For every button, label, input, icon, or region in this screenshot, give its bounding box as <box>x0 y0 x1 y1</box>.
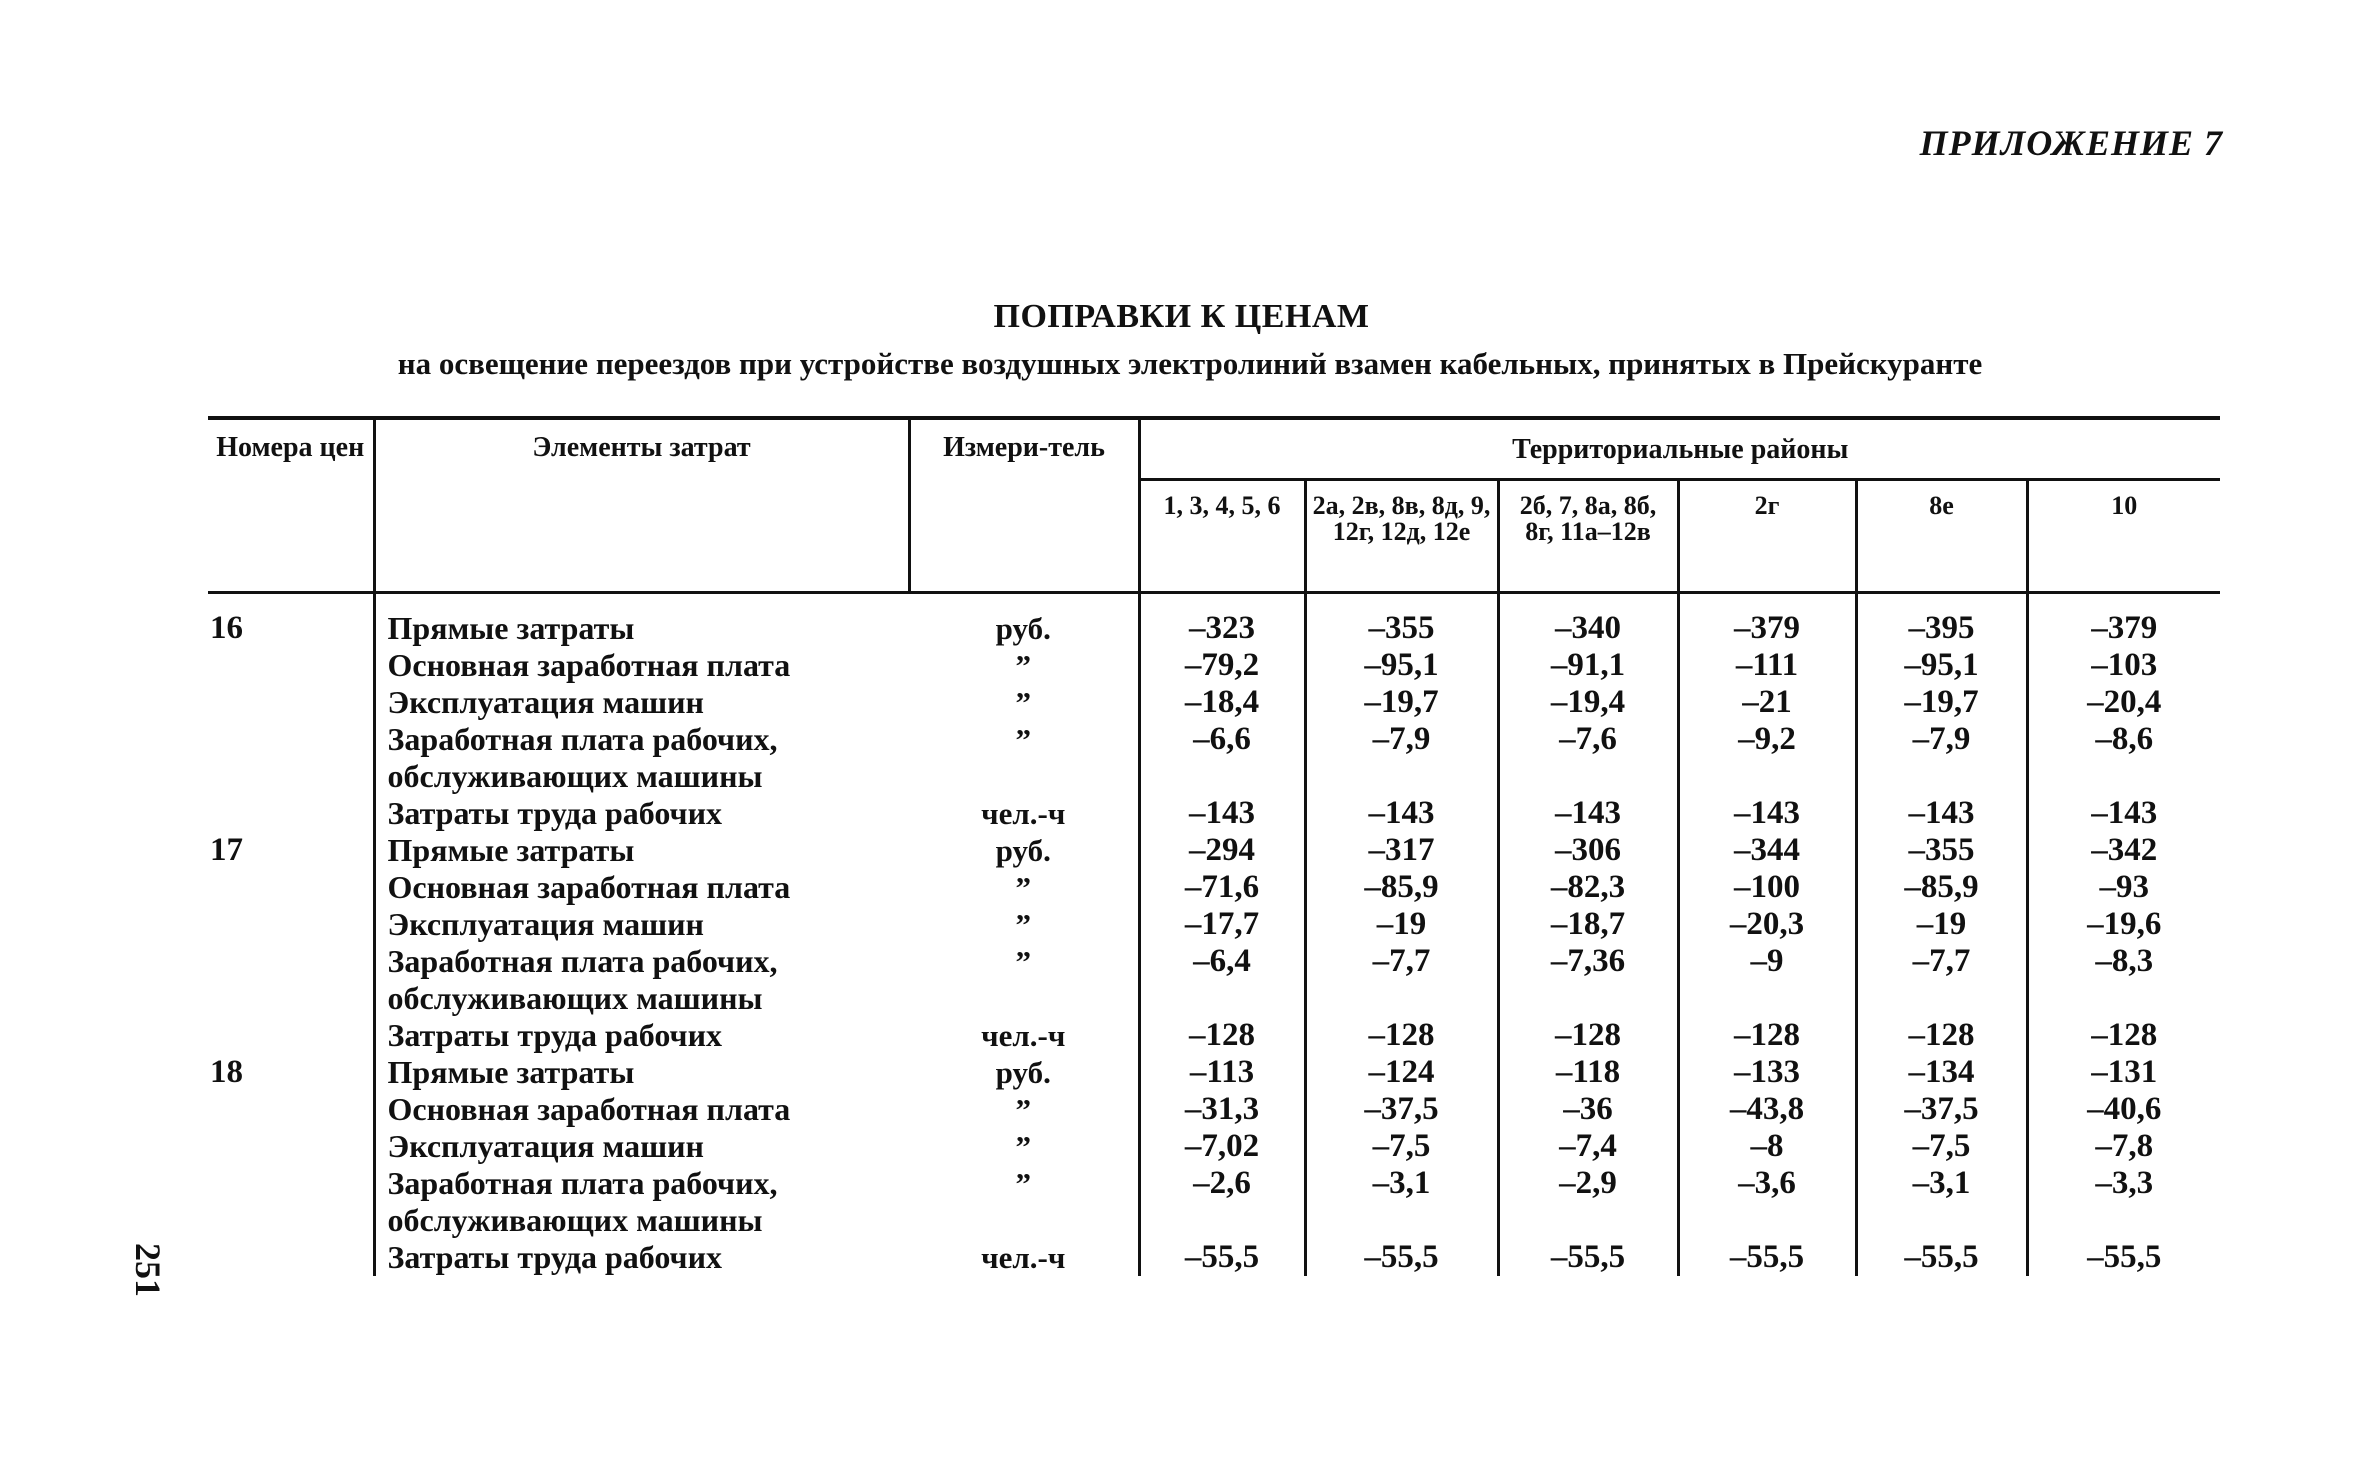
cost-element-cell: обслуживающих машины <box>387 980 763 1016</box>
table-row <box>208 1128 2220 1165</box>
region-value-cell: –111 <box>1678 647 1856 684</box>
header-regions-group: Территориальные районы <box>1139 418 2220 480</box>
cost-element-cell: Прямые затраты <box>387 1054 635 1090</box>
region-value-cell: –95,1 <box>1856 647 2027 684</box>
page-subtitle: на освещение переездов при устройстве воздушных электролиний взамен кабельных, принятых в Прейскуранте <box>397 346 1983 381</box>
region-value-cell: –355 <box>1305 593 1498 648</box>
unit-cell: ” <box>909 684 1139 721</box>
region-value-cell: –100 <box>1678 869 1856 906</box>
unit-cell: чел.-ч <box>909 1017 1139 1054</box>
region-value-cell: –344 <box>1678 832 1856 869</box>
region-value-cell: –19,6 <box>2087 906 2162 942</box>
table-row <box>208 832 2220 869</box>
region-value-cell: –19,4 <box>1498 684 1678 721</box>
region-value-cell: –7,9 <box>1856 721 2027 758</box>
region-value-cell: –31,3 <box>1139 1091 1305 1128</box>
region-value-cell: –37,5 <box>1856 1091 2027 1128</box>
region-value-cell: –37,5 <box>1305 1091 1498 1128</box>
region-value-cell: –17,7 <box>1139 906 1305 943</box>
region-value-cell: –7,5 <box>1856 1128 2027 1165</box>
region-value-cell: –85,9 <box>1305 869 1498 906</box>
region-value-cell: –103 <box>2091 647 2158 683</box>
cost-element-cell: Заработная плата рабочих, <box>387 1165 778 1201</box>
page-number: 251 <box>128 1243 168 1297</box>
region-value-cell: –133 <box>1678 1054 1856 1091</box>
cost-element-cell: Основная заработная плата <box>387 869 791 905</box>
region-value-cell <box>1856 980 2027 1017</box>
price-number-cell <box>208 795 374 832</box>
price-number-cell <box>208 980 374 1017</box>
table-row <box>208 1054 2220 1091</box>
price-number-cell <box>208 1017 374 1054</box>
price-number-cell <box>208 647 374 684</box>
region-value-cell: –21 <box>1678 684 1856 721</box>
region-value-cell: –71,6 <box>1139 869 1305 906</box>
region-value-cell: –36 <box>1498 1091 1678 1128</box>
price-number-cell <box>208 1128 374 1165</box>
table-row <box>208 1165 2220 1202</box>
region-value-cell <box>1498 980 1678 1017</box>
region-value-cell: –7,7 <box>1305 943 1498 980</box>
header-region-3: 2б, 7, 8а, 8б, 8г, 11а–12в <box>1498 480 1678 593</box>
region-value-cell: –143 <box>2091 795 2158 831</box>
region-value-cell: –55,5 <box>2087 1239 2162 1275</box>
region-value-cell: –7,4 <box>1498 1128 1678 1165</box>
price-number-cell <box>208 869 374 906</box>
unit-cell: руб. <box>909 832 1139 869</box>
region-value-cell: –294 <box>1139 832 1305 869</box>
table-row <box>208 721 2220 758</box>
region-value-cell: –85,9 <box>1856 869 2027 906</box>
header-region-2: 2а, 2в, 8в, 8д, 9, 12г, 12д, 12е <box>1305 480 1498 593</box>
region-value-cell: –128 <box>1139 1017 1305 1054</box>
region-value-cell: –6,6 <box>1139 721 1305 758</box>
cost-element-cell: обслуживающих машины <box>387 1202 763 1238</box>
cost-element-cell: Основная заработная плата <box>387 1091 791 1127</box>
region-value-cell: –55,5 <box>1678 1239 1856 1276</box>
region-value-cell <box>1305 980 1498 1017</box>
region-value-cell: –7,9 <box>1305 721 1498 758</box>
region-value-cell: –7,6 <box>1498 721 1678 758</box>
region-value-cell: –7,36 <box>1498 943 1678 980</box>
price-number-cell <box>208 906 374 943</box>
region-value-cell <box>1498 758 1678 795</box>
price-corrections-table <box>208 416 2220 1276</box>
region-value-cell: –323 <box>1139 593 1305 648</box>
region-value-cell: –3,3 <box>2095 1165 2154 1201</box>
page-title: ПОПРАВКИ К ЦЕНАМ <box>993 298 1370 335</box>
region-value-cell: –7,8 <box>2095 1128 2154 1164</box>
price-number-cell <box>208 1239 374 1276</box>
header-cost-elements: Элементы затрат <box>374 418 909 593</box>
cost-element-cell: Основная заработная плата <box>387 647 791 683</box>
region-value-cell <box>1139 980 1305 1017</box>
region-value-cell: –6,4 <box>1139 943 1305 980</box>
header-region-1: 1, 3, 4, 5, 6 <box>1139 480 1305 593</box>
price-number-cell <box>208 1202 374 1239</box>
region-value-cell: –7,7 <box>1856 943 2027 980</box>
region-value-cell <box>1678 1202 1856 1239</box>
region-value-cell: –118 <box>1498 1054 1678 1091</box>
region-value-cell <box>1856 1202 2027 1239</box>
region-value-cell: –3,1 <box>1856 1165 2027 1202</box>
header-region-5: 8е <box>1856 480 2027 593</box>
region-value-cell: –18,7 <box>1498 906 1678 943</box>
header-region-6: 10 <box>2027 480 2220 593</box>
unit-cell <box>909 980 1139 1017</box>
cost-element-cell: Прямые затраты <box>387 832 635 868</box>
cost-element-cell: Эксплуатация машин <box>387 1128 704 1164</box>
table-row <box>208 684 2220 721</box>
price-number-cell: 17 <box>208 832 374 869</box>
region-value-cell: –93 <box>2099 869 2149 905</box>
region-value-cell: –2,9 <box>1498 1165 1678 1202</box>
cost-element-cell: Затраты труда рабочих <box>387 795 723 831</box>
table-row <box>208 1017 2220 1054</box>
price-number-cell <box>208 721 374 758</box>
unit-cell: ” <box>909 721 1139 758</box>
region-value-cell: –306 <box>1498 832 1678 869</box>
region-value-cell: –143 <box>1856 795 2027 832</box>
table-row <box>208 906 2220 943</box>
cost-element-cell: обслуживающих машины <box>387 758 763 794</box>
table-row <box>208 647 2220 684</box>
cost-element-cell: Эксплуатация машин <box>387 906 704 942</box>
region-value-cell: –128 <box>1498 1017 1678 1054</box>
unit-cell: чел.-ч <box>909 795 1139 832</box>
region-value-cell: –55,5 <box>1139 1239 1305 1276</box>
cost-element-cell: Заработная плата рабочих, <box>387 943 778 979</box>
region-value-cell: –134 <box>1856 1054 2027 1091</box>
cost-element-cell: Затраты труда рабочих <box>387 1239 723 1275</box>
region-value-cell: –55,5 <box>1498 1239 1678 1276</box>
unit-cell: ” <box>909 1128 1139 1165</box>
price-number-cell: 18 <box>208 1054 374 1091</box>
cost-element-cell: Заработная плата рабочих, <box>387 721 778 757</box>
region-value-cell: –143 <box>1139 795 1305 832</box>
region-value-cell: –143 <box>1678 795 1856 832</box>
unit-cell: ” <box>909 1165 1139 1202</box>
region-value-cell: –79,2 <box>1139 647 1305 684</box>
region-value-cell: –379 <box>2091 610 2158 646</box>
region-value-cell: –355 <box>1856 832 2027 869</box>
region-value-cell: –340 <box>1498 593 1678 648</box>
region-value-cell <box>2027 758 2220 795</box>
unit-cell: ” <box>909 647 1139 684</box>
region-value-cell: –40,6 <box>2087 1091 2162 1127</box>
table-row <box>208 869 2220 906</box>
unit-cell: ” <box>909 943 1139 980</box>
unit-cell <box>909 758 1139 795</box>
table-row <box>208 1091 2220 1128</box>
region-value-cell <box>1498 1202 1678 1239</box>
table-row <box>208 758 2220 795</box>
region-value-cell: –128 <box>1305 1017 1498 1054</box>
region-value-cell: –43,8 <box>1678 1091 1856 1128</box>
region-value-cell: –8,3 <box>2095 943 2154 979</box>
price-number-cell <box>208 943 374 980</box>
region-value-cell: –19,7 <box>1305 684 1498 721</box>
region-value-cell: –317 <box>1305 832 1498 869</box>
region-value-cell: –9 <box>1678 943 1856 980</box>
cost-element-cell: Прямые затраты <box>387 610 635 646</box>
region-value-cell: –143 <box>1498 795 1678 832</box>
price-number-cell: 16 <box>208 593 374 648</box>
region-value-cell: –113 <box>1139 1054 1305 1091</box>
table-row <box>208 943 2220 980</box>
region-value-cell: –20,3 <box>1678 906 1856 943</box>
region-value-cell: –7,5 <box>1305 1128 1498 1165</box>
unit-cell: ” <box>909 906 1139 943</box>
region-value-cell: –128 <box>2091 1017 2158 1053</box>
region-value-cell: –143 <box>1305 795 1498 832</box>
region-value-cell: –82,3 <box>1498 869 1678 906</box>
region-value-cell: –2,6 <box>1139 1165 1305 1202</box>
price-number-cell <box>208 684 374 721</box>
table-row <box>208 1202 2220 1239</box>
price-number-cell <box>208 1165 374 1202</box>
region-value-cell: –128 <box>1678 1017 1856 1054</box>
region-value-cell <box>1856 758 2027 795</box>
header-unit: Измери-тель <box>909 418 1139 593</box>
region-value-cell <box>1678 980 1856 1017</box>
region-value-cell <box>2027 1202 2220 1239</box>
region-value-cell <box>2027 980 2220 1017</box>
unit-cell: ” <box>909 869 1139 906</box>
region-value-cell <box>1305 1202 1498 1239</box>
table-row <box>208 1239 2220 1276</box>
region-value-cell <box>1139 1202 1305 1239</box>
region-value-cell: –128 <box>1856 1017 2027 1054</box>
header-region-4: 2г <box>1678 480 1856 593</box>
unit-cell: руб. <box>909 1054 1139 1091</box>
appendix-label: ПРИЛОЖЕНИЕ 7 <box>1919 123 2223 163</box>
region-value-cell: –7,02 <box>1139 1128 1305 1165</box>
price-number-cell <box>208 1091 374 1128</box>
region-value-cell: –9,2 <box>1678 721 1856 758</box>
region-value-cell: –18,4 <box>1139 684 1305 721</box>
region-value-cell <box>1139 758 1305 795</box>
region-value-cell: –95,1 <box>1305 647 1498 684</box>
unit-cell <box>909 1202 1139 1239</box>
region-value-cell: –19,7 <box>1856 684 2027 721</box>
region-value-cell: –3,1 <box>1305 1165 1498 1202</box>
price-number-cell <box>208 758 374 795</box>
region-value-cell: –55,5 <box>1856 1239 2027 1276</box>
region-value-cell: –8 <box>1678 1128 1856 1165</box>
region-value-cell <box>1305 758 1498 795</box>
cost-element-cell: Затраты труда рабочих <box>387 1017 723 1053</box>
region-value-cell: –379 <box>1678 593 1856 648</box>
region-value-cell: –131 <box>2091 1054 2158 1090</box>
header-price-number: Номера цен <box>208 418 374 593</box>
table-body <box>208 593 2220 1277</box>
region-value-cell: –3,6 <box>1678 1165 1856 1202</box>
region-value-cell: –19 <box>1305 906 1498 943</box>
unit-cell: чел.-ч <box>909 1239 1139 1276</box>
table-row <box>208 795 2220 832</box>
region-value-cell <box>1678 758 1856 795</box>
region-value-cell: –342 <box>2091 832 2158 868</box>
unit-cell: ” <box>909 1091 1139 1128</box>
region-value-cell: –395 <box>1856 593 2027 648</box>
region-value-cell: –91,1 <box>1498 647 1678 684</box>
table-row <box>208 593 2220 648</box>
table-row <box>208 980 2220 1017</box>
region-value-cell: –20,4 <box>2087 684 2162 720</box>
region-value-cell: –124 <box>1305 1054 1498 1091</box>
cost-element-cell: Эксплуатация машин <box>387 684 704 720</box>
region-value-cell: –8,6 <box>2095 721 2154 757</box>
region-value-cell: –55,5 <box>1305 1239 1498 1276</box>
region-value-cell: –19 <box>1856 906 2027 943</box>
unit-cell: руб. <box>909 593 1139 648</box>
